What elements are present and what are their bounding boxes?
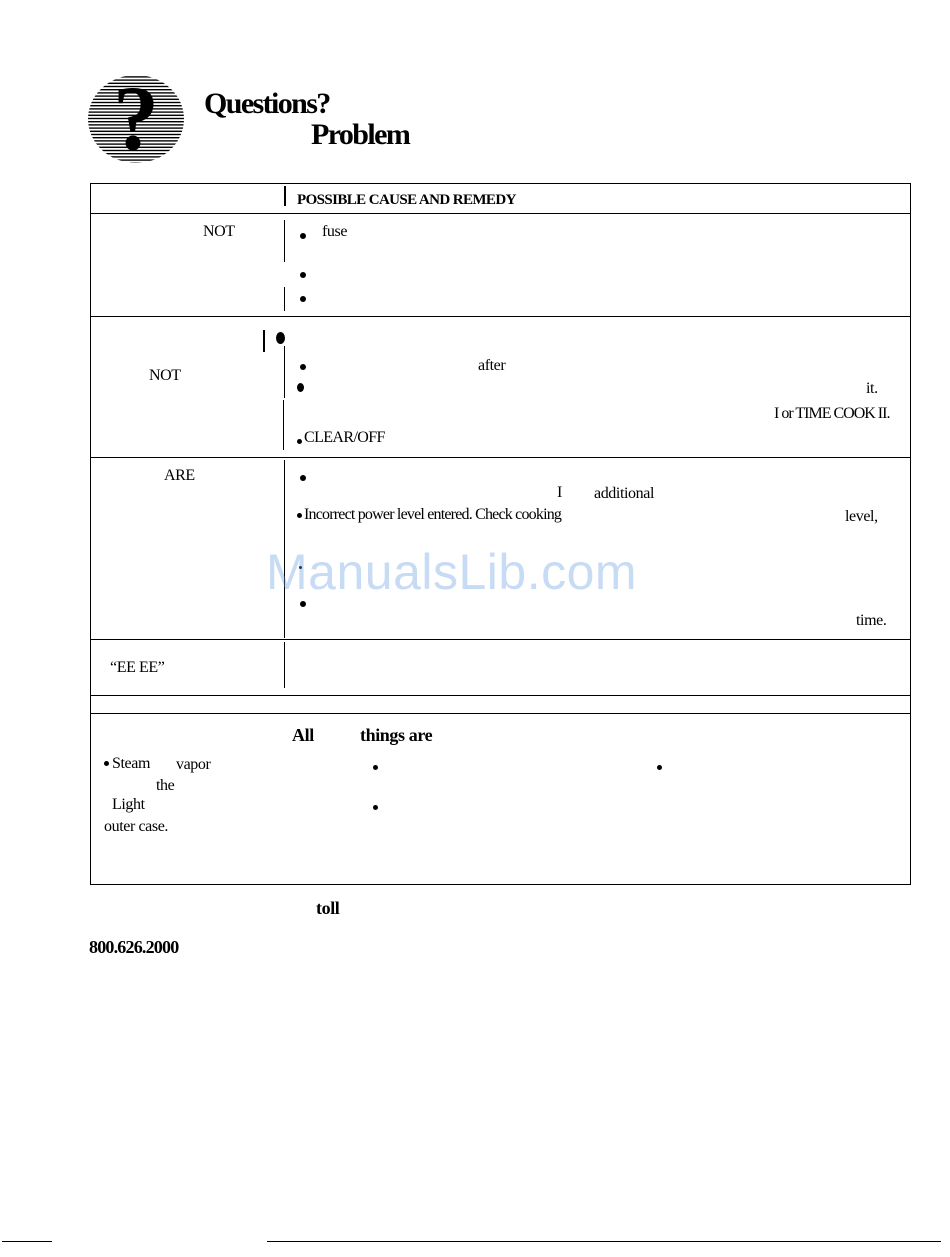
question-mark-icon <box>86 73 186 165</box>
row2-it-text: it. <box>866 380 878 397</box>
normal-light-text: Light <box>112 796 145 813</box>
page-title-line1: Questions? <box>204 87 330 120</box>
row3-additional-text: additional <box>594 485 654 502</box>
row3-time-text: time. <box>856 612 887 629</box>
page-title-line2: Problem <box>311 118 410 151</box>
bullet-icon <box>373 805 378 810</box>
row3-i-text: I <box>557 484 562 501</box>
bullet-icon <box>657 765 662 770</box>
footer-toll-text: toll <box>316 898 340 918</box>
footer-phone-number: 800.626.2000 <box>89 937 179 957</box>
bullet-icon <box>297 439 302 444</box>
normal-vapor-text: vapor <box>176 756 211 773</box>
table-header-cause-remedy: POSSIBLE CAUSE AND REMEDY <box>297 192 516 208</box>
row2-clear-off-text: CLEAR/OFF <box>304 429 385 446</box>
normal-heading-all: All <box>292 725 314 745</box>
bottom-rule-left <box>2 1241 52 1242</box>
bullet-icon <box>300 233 306 239</box>
row3-problem-are: ARE <box>164 467 195 484</box>
bullet-icon <box>300 296 306 302</box>
normal-outer-case-text: outer case. <box>104 818 169 835</box>
row4-problem-ee: “EE EE” <box>110 659 165 676</box>
bullet-icon <box>300 601 306 607</box>
bullet-icon <box>276 332 285 344</box>
bullet-icon <box>297 513 302 518</box>
normal-steam-text: Steam <box>112 755 150 772</box>
watermark: ManualsLib.com <box>266 544 638 600</box>
bullet-icon <box>300 475 306 481</box>
bullet-icon <box>373 765 378 770</box>
row2-time-cook-text: I or TIME COOK II. <box>774 405 890 422</box>
row1-fuse-text: fuse <box>322 223 348 240</box>
row2-problem-not: NOT <box>149 367 181 384</box>
bullet-icon <box>104 761 109 766</box>
bottom-rule-right <box>267 1241 941 1242</box>
row1-problem-not: NOT <box>203 223 235 240</box>
row3-power-level-text: Incorrect power level entered. Check cooking <box>304 506 562 523</box>
svg-text:?: ? <box>113 73 159 165</box>
row3-level-text: level, <box>845 508 878 525</box>
normal-heading-things: things are <box>360 725 433 745</box>
row2-after-text: after <box>478 357 506 374</box>
bullet-icon <box>300 272 306 278</box>
bullet-icon <box>297 383 304 392</box>
bullet-icon <box>300 364 306 370</box>
normal-the-text: the <box>156 777 175 794</box>
